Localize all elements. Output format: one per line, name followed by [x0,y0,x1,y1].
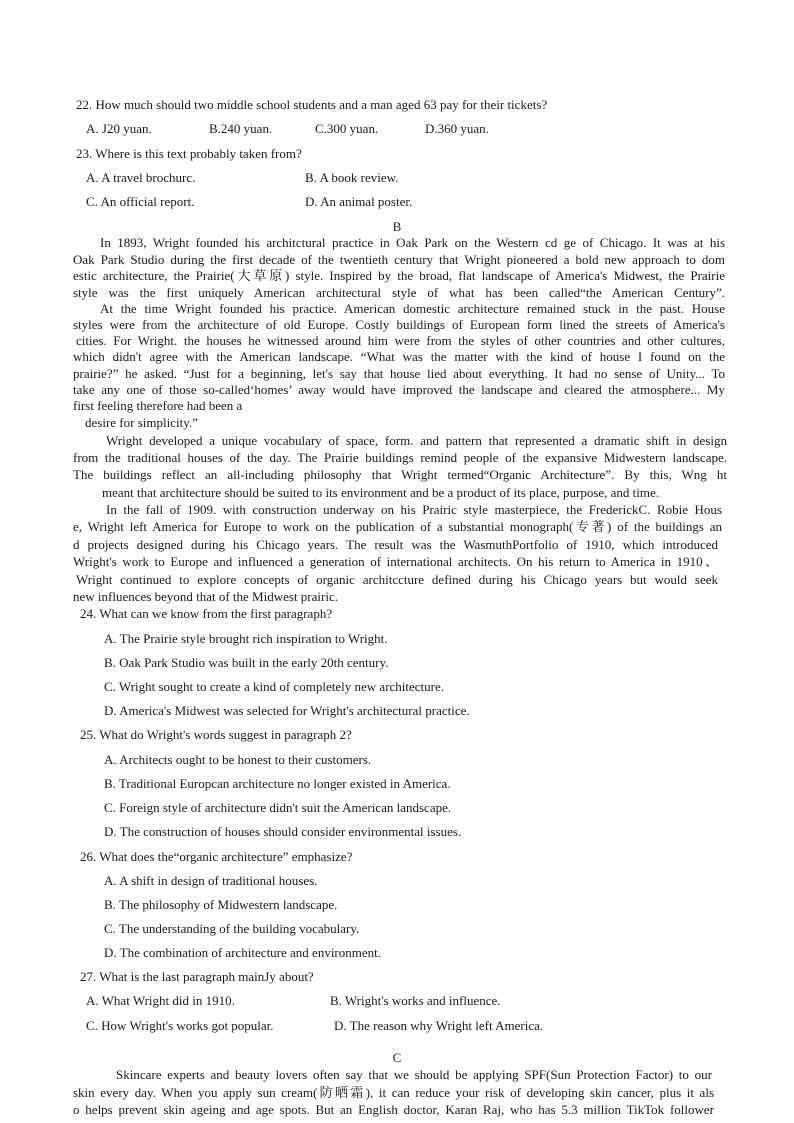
q26-option-d: D. The combination of architecture and environment. [104,945,381,960]
q26-option-a: A. A shift in design of traditional houses. [104,873,318,888]
passage-b-heading: B [392,219,402,234]
q26-option-c: C. The understanding of the building vocabulary. [104,921,360,936]
q24-option-d: D. America's Midwest was selected for Wright's architectural practice. [104,703,470,718]
passage-c-line: skin every day. When you apply sun cream(防晒霜), it can reduce your risk of developing skin cancer, plus it als [73,1085,714,1100]
passage-b-line: In the fall of 1909. with construction underway on his Prairic style masterpiece, the FrederickC. Robie Hous [106,502,722,517]
passage-b-line: styles were from the architecture of old Europe. Costly buildings of European form lined the streets of America's [73,317,725,332]
q23-option-a: A. A travel brochurc. [86,170,196,185]
passage-b-line: first feeling therefore had been a [73,398,243,413]
q25-option-a: A. Architects ought to be honest to their customers. [104,752,372,767]
q27-stem: 27. What is the last paragraph mainJy about? [80,969,314,984]
q27-option-c: C. How Wright's works got popular. [86,1018,274,1033]
q24-option-a: A. The Prairie style brought rich inspiration to Wright. [104,631,388,646]
passage-b-line: desire for simplicity.” [85,415,198,430]
q27-option-b: B. Wright's works and influence. [330,993,501,1008]
passage-b-line: meant that architecture should be suited to its environment and be a product of its place, purpose, and time. [102,485,660,500]
passage-b-line: Wright's work to Europe and influenced a generation of international architects. On his return to America in 1910、 [73,554,718,569]
passage-b-line: Wright continued to explore concepts of organic architccture defined during his Chicago years but would seek [76,572,718,587]
q22-option-c: C.300 yuan. [315,121,379,136]
q26-stem: 26. What does the“organic architecture” emphasize? [80,849,353,864]
passage-b-line: from the traditional houses of the day. The Prairie buildings remind people of the expansive Midwestern landscape. [73,450,727,465]
q27-option-a: A. What Wright did in 1910. [86,993,235,1008]
q24-option-c: C. Wright sought to create a kind of completely new architecture. [104,679,445,694]
passage-b-line: cities. For Wright. the houses he witnessed around him were from the styles of other countries and other cultures, [76,333,725,348]
passage-b-line: style was the first uniquely American architectural style of what has been called“the American Century”. [73,285,725,300]
passage-c-heading: C [392,1050,402,1065]
q22-stem: 22. How much should two middle school students and a man aged 63 pay for their tickets? [76,97,548,112]
q24-option-b: B. Oak Park Studio was built in the early 20th century. [104,655,389,670]
q27-option-d: D. The reason why Wright left America. [334,1018,544,1033]
q25-option-c: C. Foreign style of architecture didn't suit the American landscape. [104,800,452,815]
passage-b-line: estic architecture, the Prairie(大草原) style. Inspired by the broad, flat landscape of America's Midwest, the Prairie [73,268,725,283]
passage-c-line: Skincare experts and beauty lovers often say that we should be applying SPF(Sun Protection Factor) to our [116,1067,712,1082]
passage-b-line: take any one of those so-called‘homes’ away would have improved the landscape and cleared the atmosphere... My [73,382,725,397]
q25-option-b: B. Traditional Europcan architecture no longer existed in America. [104,776,451,791]
q22-option-b: B.240 yuan. [209,121,273,136]
passage-b-line: which didn't agree with the American landscape. “What was the matter with the kind of house I found on the [73,349,725,364]
q23-stem: 23. Where is this text probably taken from? [76,146,302,161]
passage-b-line: new influences beyond that of the Midwest prairic. [73,589,338,604]
passage-b-line: In 1893, Wright founded his architctural practice in Oak Park on the Western cd ge of Chicago. It was at his [100,235,725,250]
q25-stem: 25. What do Wright's words suggest in paragraph 2? [80,727,352,742]
passage-b-line: The buildings reflect an all-including philosophy that Wright termed“Organic Architecture”. By this, Wng ht [73,467,727,482]
passage-c-line: o helps prevent skin ageing and age spots. But an English doctor, Karan Raj, who has 5.3 million TikTok follower [73,1102,714,1117]
q26-option-b: B. The philosophy of Midwestern landscape. [104,897,338,912]
q22-option-d: D.360 yuan. [425,121,489,136]
q25-option-d: D. The construction of houses should consider environmental issues. [104,824,462,839]
q23-option-d: D. An animal poster. [305,194,413,209]
passage-b-line: prairie?” he asked. “Just for a beginning, let's say that house lied about everything. It had no sense of Unity... To [73,366,725,381]
q24-stem: 24. What can we know from the first paragraph? [80,606,333,621]
passage-b-line: Wright developed a unique vocabulary of space, form. and pattern that represented a dramatic shift in design [106,433,727,448]
q23-option-b: B. A book review. [305,170,399,185]
passage-b-line: e, Wright left America for Europe to work on the publication of a substantial monograph(专著) of the buildings an [73,519,722,534]
q23-option-c: C. An official report. [86,194,195,209]
passage-b-line: At the time Wright founded his practice. American domestic architecture remained stuck in the past. House [100,301,725,316]
passage-b-line: d projects designed during his Chicago years. The result was the WasmuthPortfolio of 1910, which introduced [73,537,718,552]
q22-option-a: A. J20 yuan. [86,121,152,136]
passage-b-line: Oak Park Studio during the first decade of the twentieth century that Wright pioneered a bold new approach to dom [73,252,725,267]
